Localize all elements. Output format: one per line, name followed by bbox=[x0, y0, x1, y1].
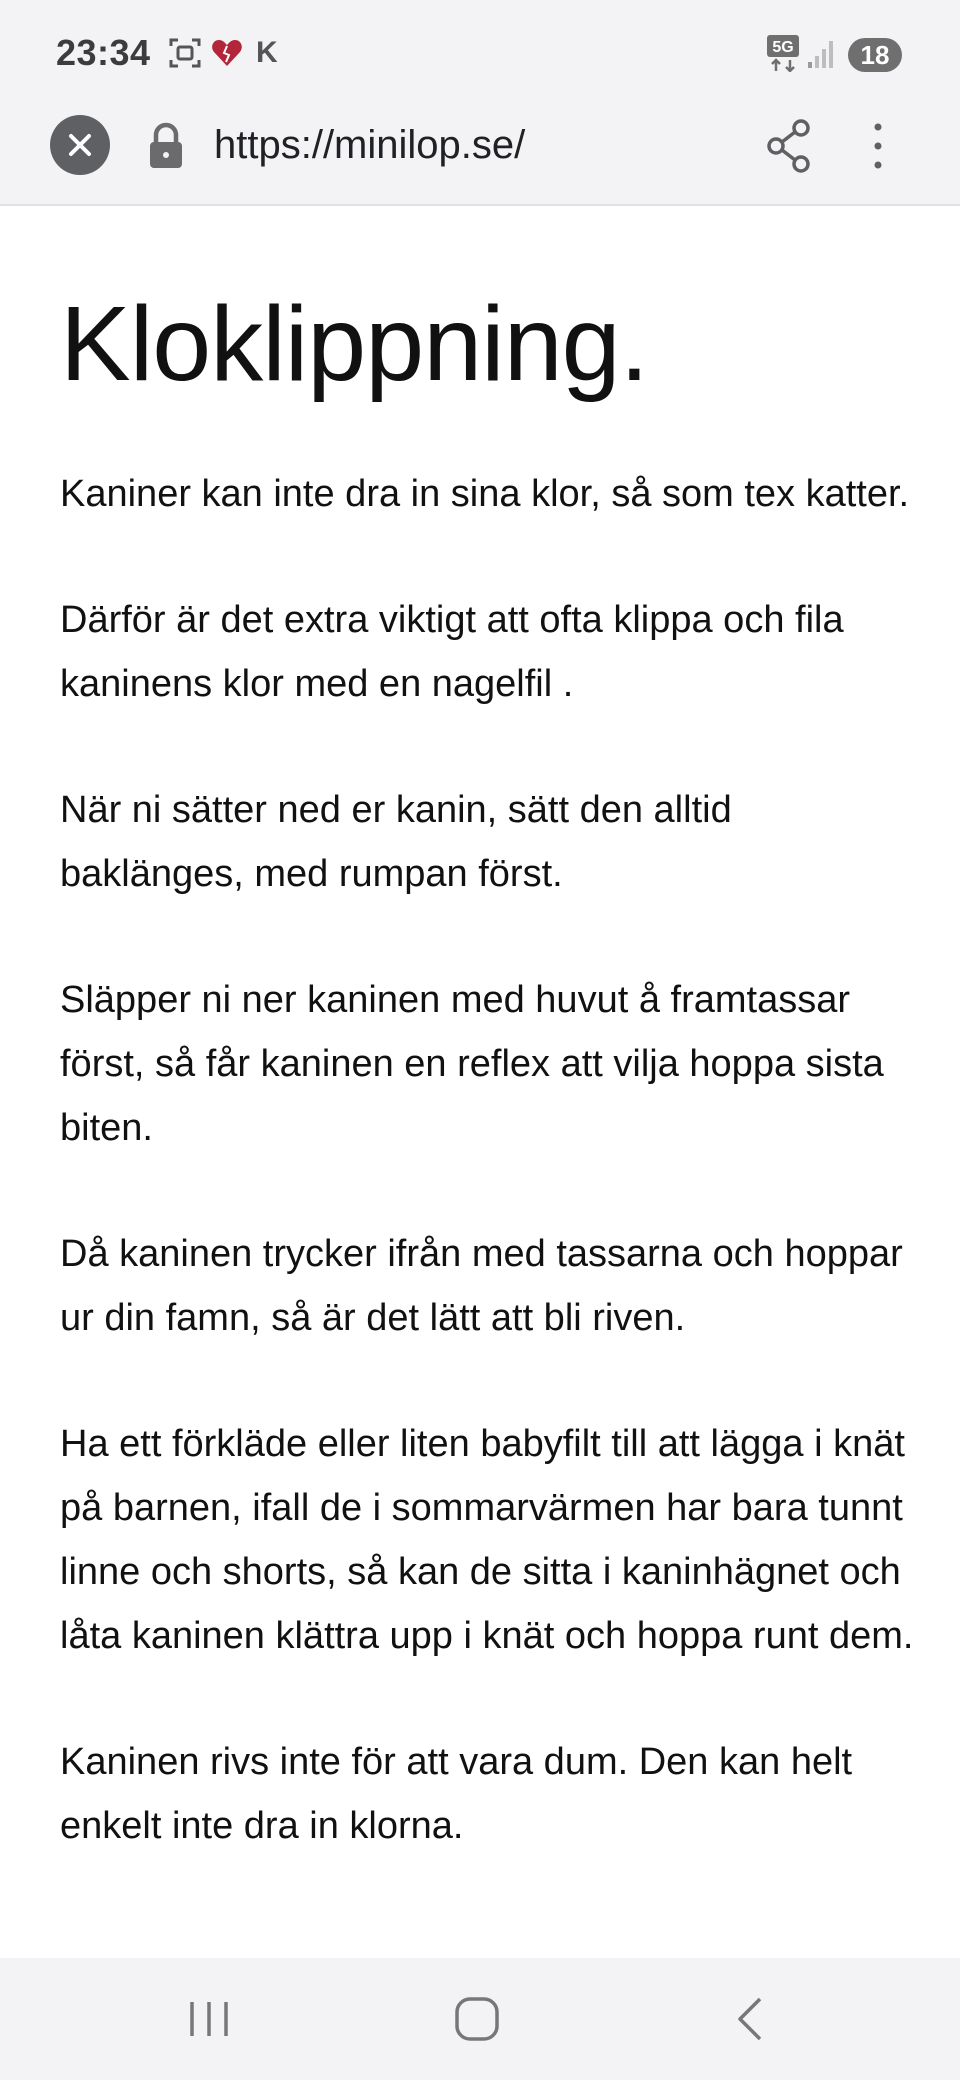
article-body bbox=[60, 462, 920, 1920]
article-paragraph: Kaninen rivs inte för att vara dum. Den kan helt enkelt inte dra in klorna. bbox=[60, 1741, 853, 1847]
battery-indicator: 18 bbox=[848, 38, 902, 72]
svg-text:5G: 5G bbox=[772, 39, 794, 56]
more-menu-button[interactable] bbox=[866, 118, 890, 179]
article-paragraph: Då kaninen trycker ifrån med tassarna och hoppar ur din famn, så är det lätt att bli riven. bbox=[60, 1233, 903, 1339]
close-icon bbox=[50, 115, 110, 175]
recent-apps-icon bbox=[186, 1996, 232, 2042]
page-title: Kloklippning. bbox=[60, 285, 649, 403]
article-paragraph: Ha ett förkläde eller liten babyfilt till att lägga i knät på barnen, ifall de i sommarvärmen har bara tunnt linne och shorts, så kan de sitta i kaninhägnet och låta kaninen klättra upp i knät och hoppa runt dem. bbox=[60, 1423, 914, 1657]
article-paragraph: När ni sätter ned er kanin, sätt den alltid baklänges, med rumpan först. bbox=[60, 789, 732, 895]
home-icon bbox=[454, 1996, 500, 2042]
back-button[interactable] bbox=[728, 1996, 774, 2047]
screenshot-icon bbox=[168, 36, 202, 75]
heart-icon bbox=[210, 36, 244, 75]
web-content bbox=[0, 206, 960, 1958]
article-paragraph: Släpper ni ner kaninen med huvut å framtassar först, så får kaninen en reflex att vilja hoppa sista biten. bbox=[60, 979, 884, 1149]
network-5g-icon bbox=[766, 34, 800, 77]
more-vert-icon bbox=[866, 118, 890, 174]
home-button[interactable] bbox=[454, 1996, 500, 2047]
share-icon bbox=[764, 118, 814, 174]
status-letter: K bbox=[256, 36, 278, 69]
signal-icon bbox=[806, 38, 836, 75]
close-button[interactable] bbox=[50, 115, 110, 175]
status-time: 23:34 bbox=[56, 32, 151, 73]
navigation-bar bbox=[0, 1958, 960, 2080]
recent-apps-button[interactable] bbox=[186, 1996, 232, 2047]
status-bar bbox=[0, 0, 960, 96]
address-bar bbox=[0, 96, 960, 206]
url-field[interactable]: https://minilop.se/ bbox=[214, 123, 526, 167]
article-paragraph: Därför är det extra viktigt att ofta klippa och fila kaninens klor med en nagelfil . bbox=[60, 599, 844, 705]
back-icon bbox=[728, 1996, 774, 2042]
lock-icon[interactable] bbox=[146, 121, 186, 176]
share-button[interactable] bbox=[764, 118, 814, 179]
article-paragraph: Kaniner kan inte dra in sina klor, så som tex katter. bbox=[60, 473, 910, 515]
